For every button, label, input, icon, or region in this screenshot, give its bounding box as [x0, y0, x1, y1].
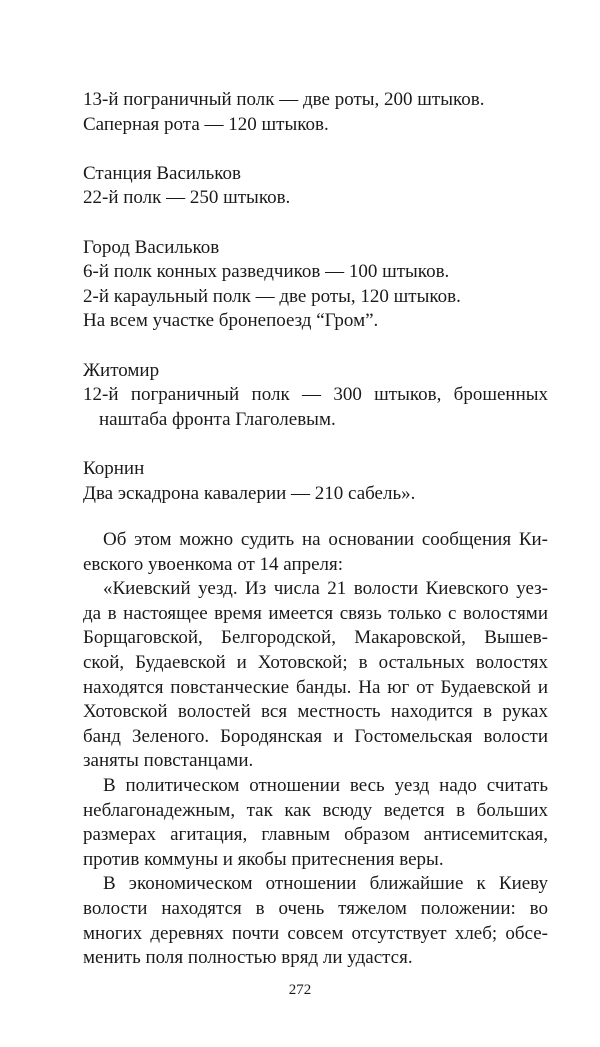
paragraph-line: В политическом отношении весь уезд надо считать: [103, 775, 548, 797]
paragraph-line: заняты повстанцами.: [83, 750, 254, 772]
paragraph-line: против коммуны и якобы притеснения веры.: [83, 848, 444, 870]
paragraph-line: банд Зеленого. Бородянская и Гостомельская волости: [83, 725, 548, 747]
paragraph-political: [83, 774, 548, 872]
list-block-vasilkov-town: [83, 236, 548, 334]
list-line: Два эскадрона кавалерии — 210 сабель».: [83, 482, 416, 504]
list-heading: Город Васильков: [83, 236, 220, 258]
page-body: [83, 88, 548, 971]
paragraph-line: менить поля полностью вряд ли удастся.: [83, 947, 413, 969]
list-block-border-regiments: [83, 88, 548, 137]
list-heading: Станция Васильков: [83, 162, 241, 184]
list-line: 6-й полк конных разведчиков — 100 штыков.: [83, 261, 450, 283]
paragraph-line: размерах агитация, главным образом антисемитская,: [83, 824, 548, 846]
list-line: На всем участке бронепоезд “Гром”.: [83, 310, 379, 332]
paragraph-line: многих деревнях почти совсем отсутствует хлеб; обсе-: [83, 922, 548, 944]
paragraph-economic: [83, 872, 548, 970]
list-heading: Корнин: [83, 457, 145, 479]
list-heading: Житомир: [83, 359, 160, 381]
list-line: 13-й пограничный полк — две роты, 200 штыков.: [83, 89, 485, 110]
prose-section: [83, 516, 548, 971]
paragraph-line: Борщаговской, Белгородской, Макаровской, Вышев-: [83, 627, 548, 649]
paragraph-intro: [83, 528, 548, 577]
paragraph-line: ской, Будаевской и Хотовской; в остальных волостях: [83, 652, 548, 674]
list-block-vasilkov-station: [83, 162, 548, 211]
paragraph-line: находятся повстанческие банды. На юг от Будаевской и: [83, 676, 548, 698]
paragraph-line: да в настоящее время имеется связь только с волостями: [83, 602, 548, 624]
list-line: Саперная рота — 120 штыков.: [83, 113, 329, 135]
paragraph-line: Хотовской волостей вся местность находится в руках: [83, 701, 548, 723]
paragraph-line: «Киевский уезд. Из числа 21 волости Киевского уез-: [103, 578, 548, 600]
paragraph-line: Об этом можно судить на основании сообщения Ки-: [103, 529, 548, 551]
page-number: 272: [288, 982, 312, 998]
list-block-kornin: [83, 457, 548, 506]
paragraph-line: волости находятся в очень тяжелом положении: во: [83, 898, 548, 919]
paragraph-line: неблагонадежным, так как всюду ведется в больших: [83, 799, 548, 821]
list-line: 22-й полк — 250 штыков.: [83, 187, 291, 209]
list-line: 12-й пограничный полк — 300 штыков, брошенных: [83, 384, 548, 406]
list-line-continuation: наштаба фронта Глаголевым.: [99, 408, 336, 430]
paragraph-line: В экономическом отношении ближайшие к Киеву: [103, 873, 548, 895]
list-block-zhitomir: [83, 359, 548, 433]
paragraph-quote-uezd: [83, 577, 548, 774]
list-line: 2-й караульный полк — две роты, 120 штыков.: [83, 285, 461, 307]
paragraph-line: евского увоенкома от 14 апреля:: [83, 553, 344, 575]
